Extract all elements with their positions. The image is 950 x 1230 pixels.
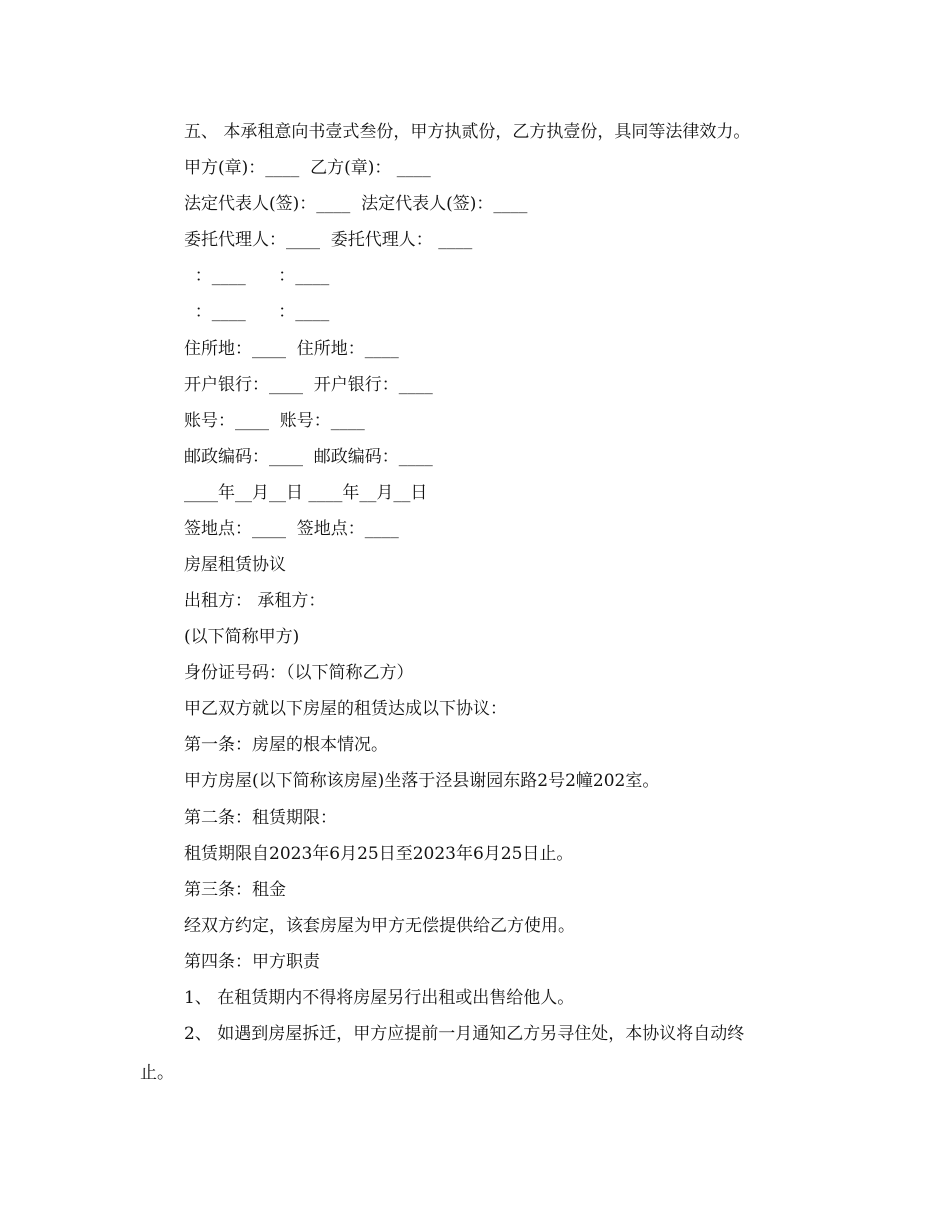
article-one-heading: 第一条：房屋的根本情况。 (184, 735, 388, 755)
article-one-text: 甲方房屋(以下简称该房屋)坐落于泾县谢园东路2号2幢202室。 (184, 771, 660, 791)
postcode-line: 邮政编码：____ 邮政编码：____ (184, 447, 433, 467)
intro-line: 甲乙双方就以下房屋的租赁达成以下协议： (184, 699, 507, 719)
blank-field-line-2: ：____ ：____ (184, 302, 330, 322)
account-line: 账号：____ 账号：____ (184, 411, 365, 431)
article-two-heading: 第二条：租赁期限： (184, 808, 337, 828)
article-three-text: 经双方约定，该套房屋为甲方无偿提供给乙方使用。 (184, 916, 575, 936)
address-line: 住所地：____ 住所地：____ (184, 339, 399, 359)
article-three-heading: 第三条：租金 (184, 880, 286, 900)
article-four-item-2: 2、 如遇到房屋拆迁，甲方应提前一月通知乙方另寻住处，本协议将自动终 (184, 1024, 745, 1044)
agent-line: 委托代理人：____ 委托代理人： ____ (184, 230, 473, 250)
clause-five: 五、 本承租意向书壹式叁份，甲方执贰份，乙方执壹份，具同等法律效力。 (184, 122, 751, 142)
article-four-item-2-cont: 止。 (140, 1063, 174, 1083)
article-two-text: 租赁期限自2023年6月25日至2023年6月25日止。 (184, 844, 574, 864)
id-line: 身份证号码：（以下简称乙方） (184, 663, 414, 683)
parties-line: 出租方： 承租方： (184, 591, 326, 611)
party-a-note: (以下简称甲方) (184, 627, 300, 647)
bank-line: 开户银行：____ 开户银行：____ (184, 375, 433, 395)
article-four-heading: 第四条：甲方职责 (184, 952, 320, 972)
seal-line: 甲方(章)：____ 乙方(章)： ____ (184, 158, 431, 178)
article-four-item-1: 1、 在租赁期内不得将房屋另行出租或出售给他人。 (184, 988, 575, 1008)
sign-place-line: 签地点：____ 签地点：____ (184, 519, 399, 539)
legal-rep-line: 法定代表人(签)：____ 法定代表人(签)：____ (184, 194, 528, 214)
blank-field-line-1: ：____ ：____ (184, 266, 330, 286)
date-line: ____年__月__日 ____年__月__日 (184, 483, 428, 503)
agreement-title: 房屋租赁协议 (184, 555, 286, 575)
